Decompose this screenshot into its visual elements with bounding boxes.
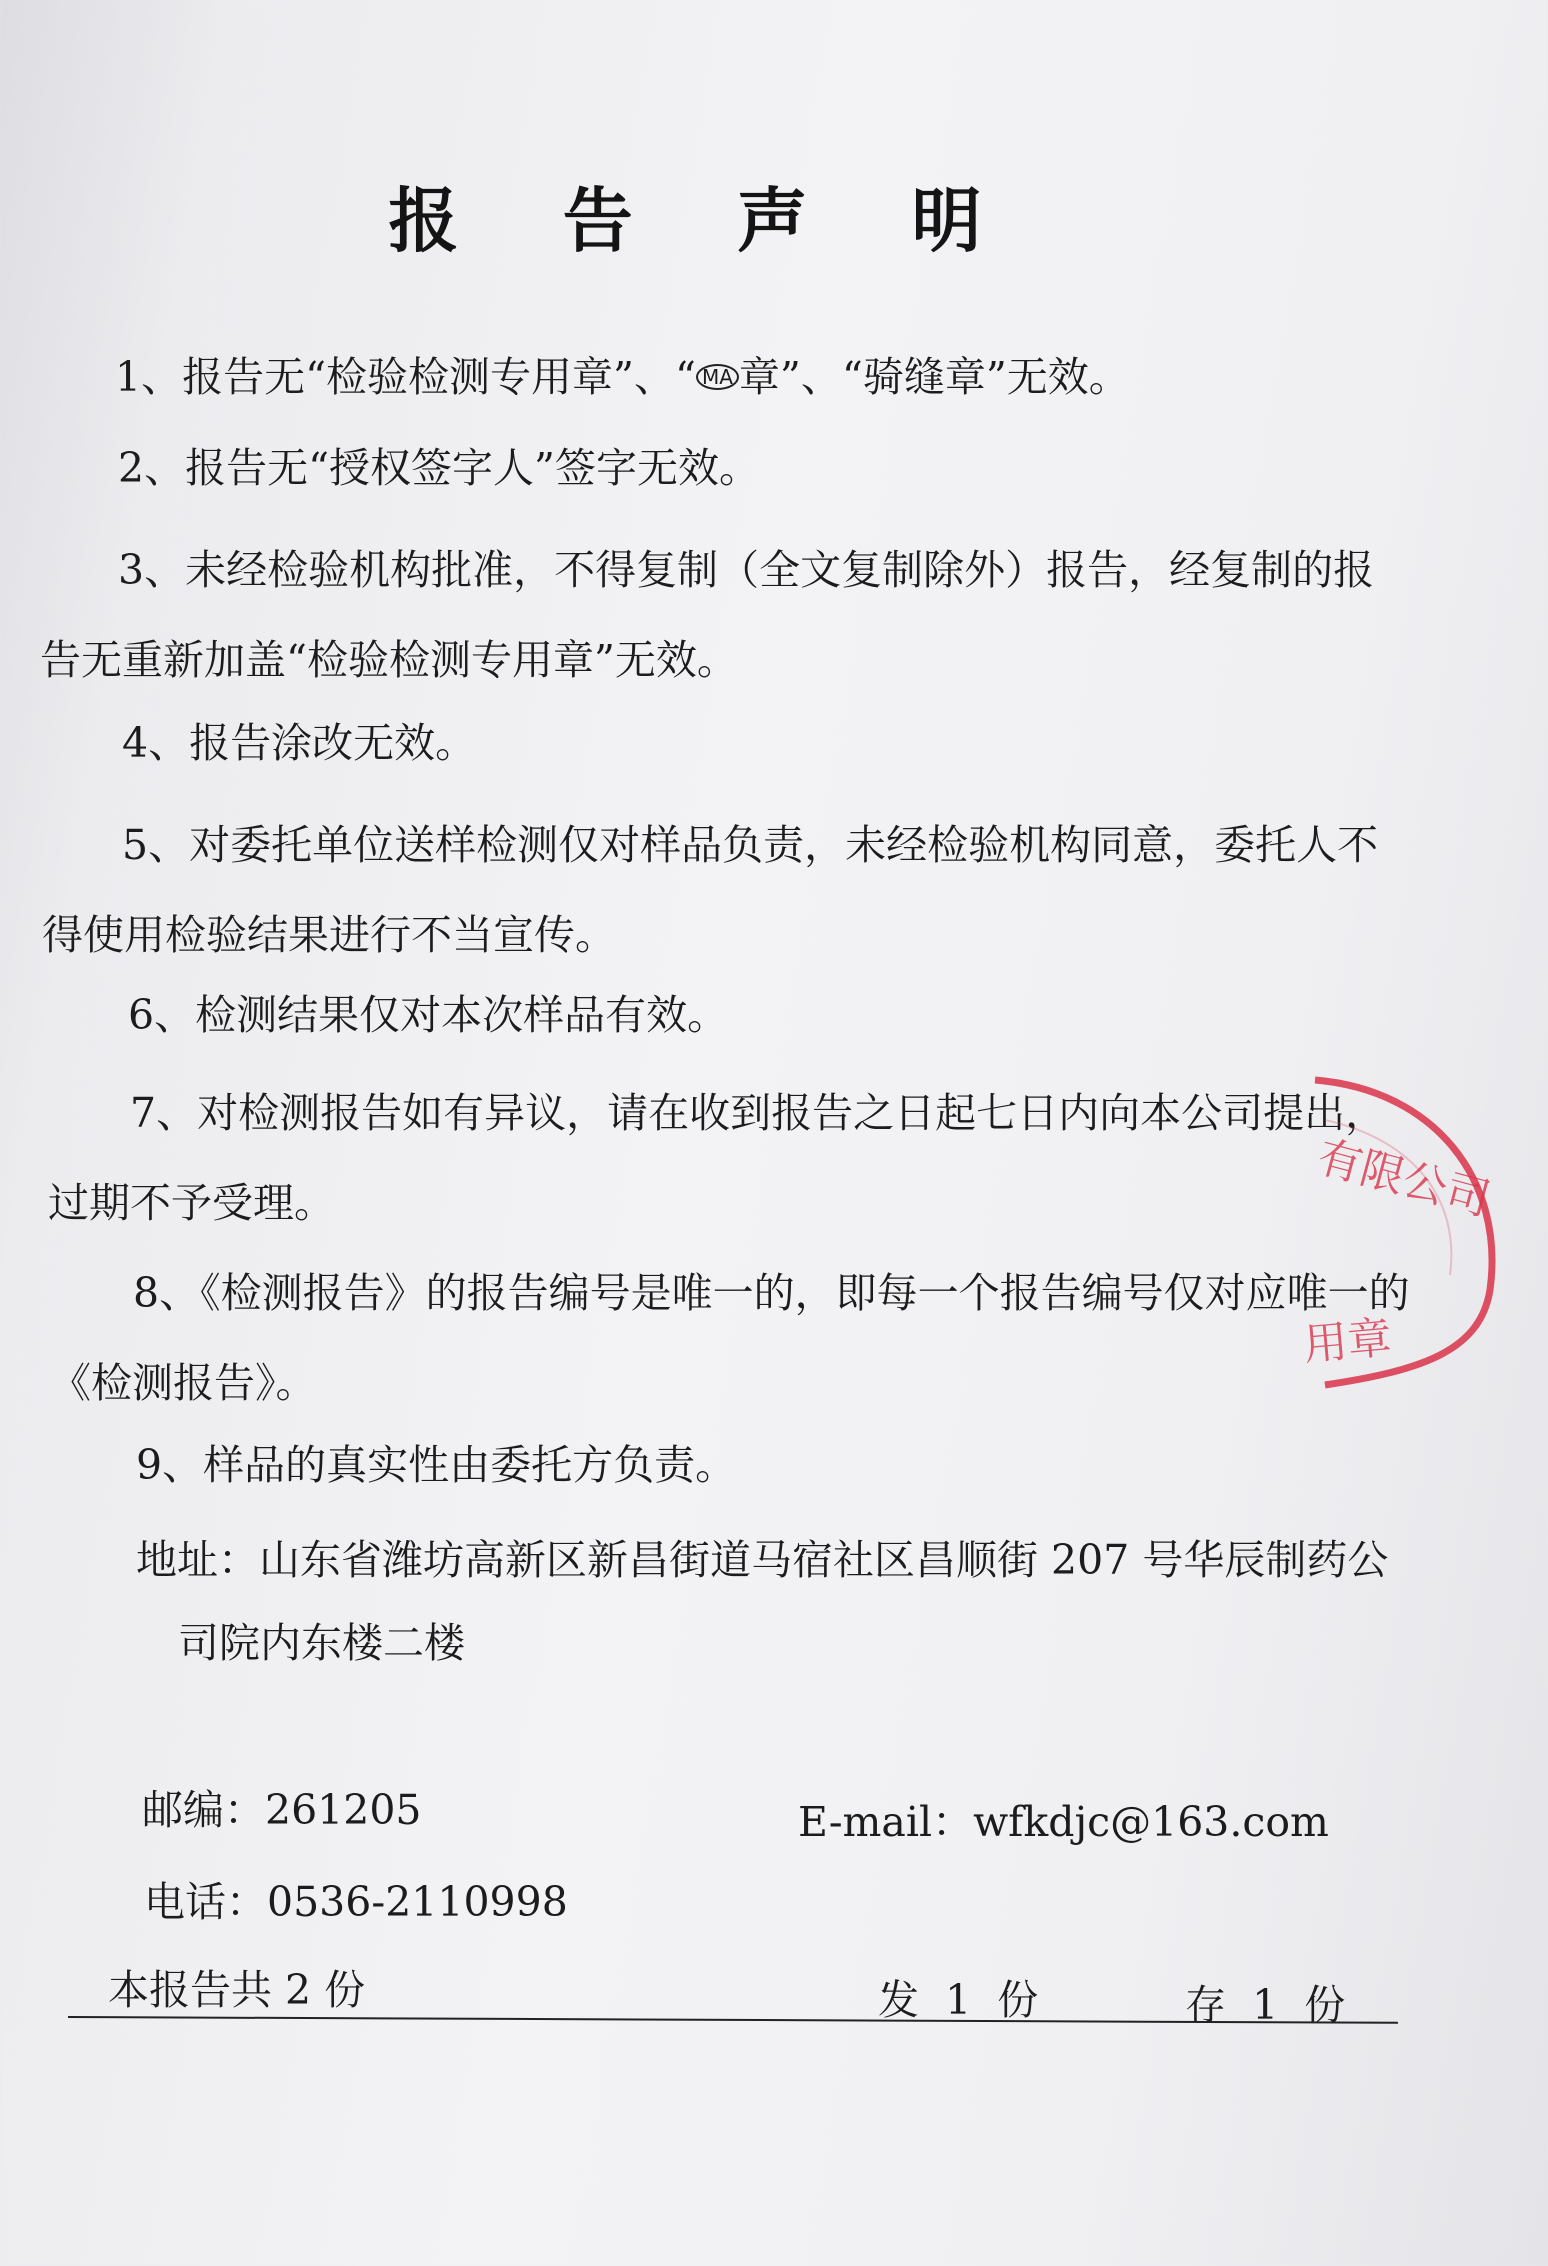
item-1	[115, 352, 1130, 402]
postcode: 邮编：261205	[142, 1786, 422, 1834]
item-9: 9、样品的真实性由委托方负责。	[136, 1441, 737, 1489]
seal-text-2: 用章	[1301, 1312, 1394, 1371]
email: E-mail：wfkdjc@163.com	[798, 1798, 1329, 1846]
item-6: 6、检测结果仅对本次样品有效。	[128, 991, 729, 1039]
item-1-suffix: 章”、“骑缝章”无效。	[738, 353, 1130, 401]
item-2: 2、报告无“授权签字人”签字无效。	[118, 444, 761, 492]
address-line-1: 地址：山东省潍坊高新区新昌街道马宿社区昌顺街 207 号华辰制药公	[136, 1536, 1389, 1584]
copies-kept: 存 1 份	[1185, 1981, 1346, 2029]
page-title: 报 告 声 明	[388, 180, 1022, 262]
item-4: 4、报告涂改无效。	[122, 719, 477, 767]
phone: 电话：0536-2110998	[144, 1878, 568, 1926]
copies-issued: 发 1 份	[878, 1976, 1039, 2024]
item-5: 5、对委托单位送样检测仅对样品负责，未经检验机构同意，委托人不得使用检验结果进行不当宣传。	[42, 821, 1379, 959]
ma-mark-icon: MA	[696, 364, 739, 390]
address-line-2: 司院内东楼二楼	[178, 1619, 465, 1667]
copies-total: 本报告共 2 份	[108, 1966, 366, 2014]
seal-text-1: 有限公司	[1312, 1131, 1496, 1227]
item-1-prefix: 1、报告无“检验检测专用章”、“	[115, 353, 696, 401]
item-8: 8、《检测报告》的报告编号是唯一的，即每一个报告编号仅对应唯一的《检测报告》。	[50, 1269, 1410, 1407]
item-7: 7、对检测报告如有异议，请在收到报告之日起七日内向本公司提出，过期不予受理。	[48, 1089, 1387, 1227]
item-3: 3、未经检验机构批准，不得复制（全文复制除外）报告，经复制的报告无重新加盖“检验检测专用章”无效。	[40, 546, 1375, 684]
